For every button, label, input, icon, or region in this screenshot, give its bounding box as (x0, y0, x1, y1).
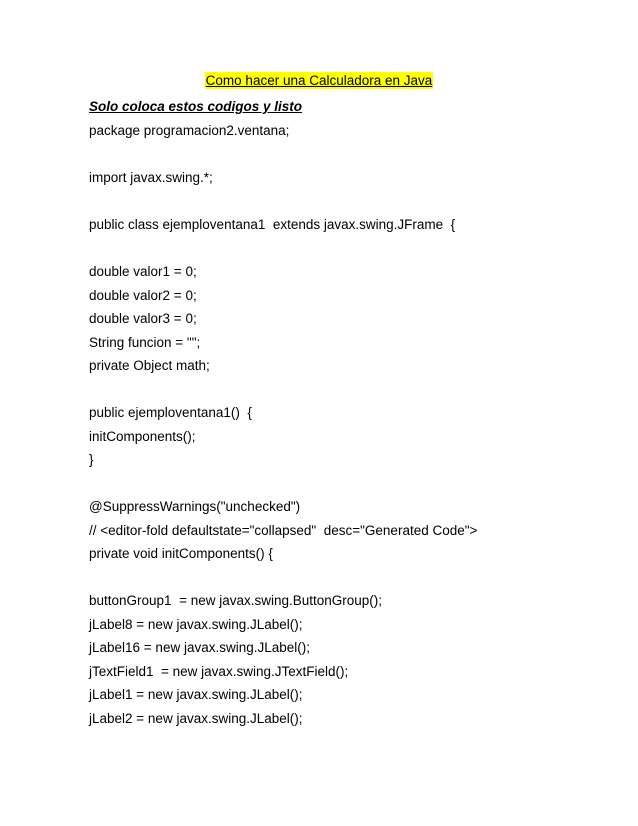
code-line: private void initComponents() { (89, 546, 273, 561)
code-line: jLabel2 = new javax.swing.JLabel(); (89, 710, 303, 726)
blank-line (89, 381, 477, 405)
code-line: jTextField1 = new javax.swing.JTextField(); (89, 663, 349, 679)
code-line: import javax.swing.*; (89, 170, 213, 185)
blank-line (89, 146, 477, 170)
document-title: Como hacer una Calculadora en Java (205, 73, 433, 88)
code-line: double valor3 = 0; (89, 311, 197, 326)
code-line: public ejemploventana1() { (89, 405, 252, 420)
blank-line (89, 240, 477, 264)
code-line: jLabel1 = new javax.swing.JLabel(); (89, 687, 303, 702)
blank-line (89, 475, 477, 499)
code-line: @SuppressWarnings("unchecked") (89, 499, 301, 514)
blank-line (89, 193, 477, 217)
code-line: private Object math; (89, 358, 210, 373)
code-line: // <editor-fold defaultstate="collapsed" desc="Generated Code"> (89, 522, 478, 538)
code-line: jLabel16 = new javax.swing.JLabel(); (89, 640, 311, 655)
blank-line (89, 569, 477, 593)
code-line: initComponents(); (89, 428, 196, 444)
code-line: String funcion = ""; (89, 334, 201, 350)
code-line: buttonGroup1 = new javax.swing.ButtonGroup(); (89, 593, 383, 608)
code-line: public class ejemploventana1 extends javax.swing.JFrame { (89, 217, 456, 232)
code-line: jLabel8 = new javax.swing.JLabel(); (89, 616, 303, 632)
code-listing (89, 122, 477, 733)
code-line: package programacion2.ventana; (89, 123, 290, 138)
document-subtitle: Solo coloca estos codigos y listo (89, 99, 303, 114)
code-line: } (89, 452, 94, 467)
code-line: double valor2 = 0; (89, 287, 197, 303)
code-line: double valor1 = 0; (89, 264, 197, 279)
title-container (0, 72, 638, 90)
